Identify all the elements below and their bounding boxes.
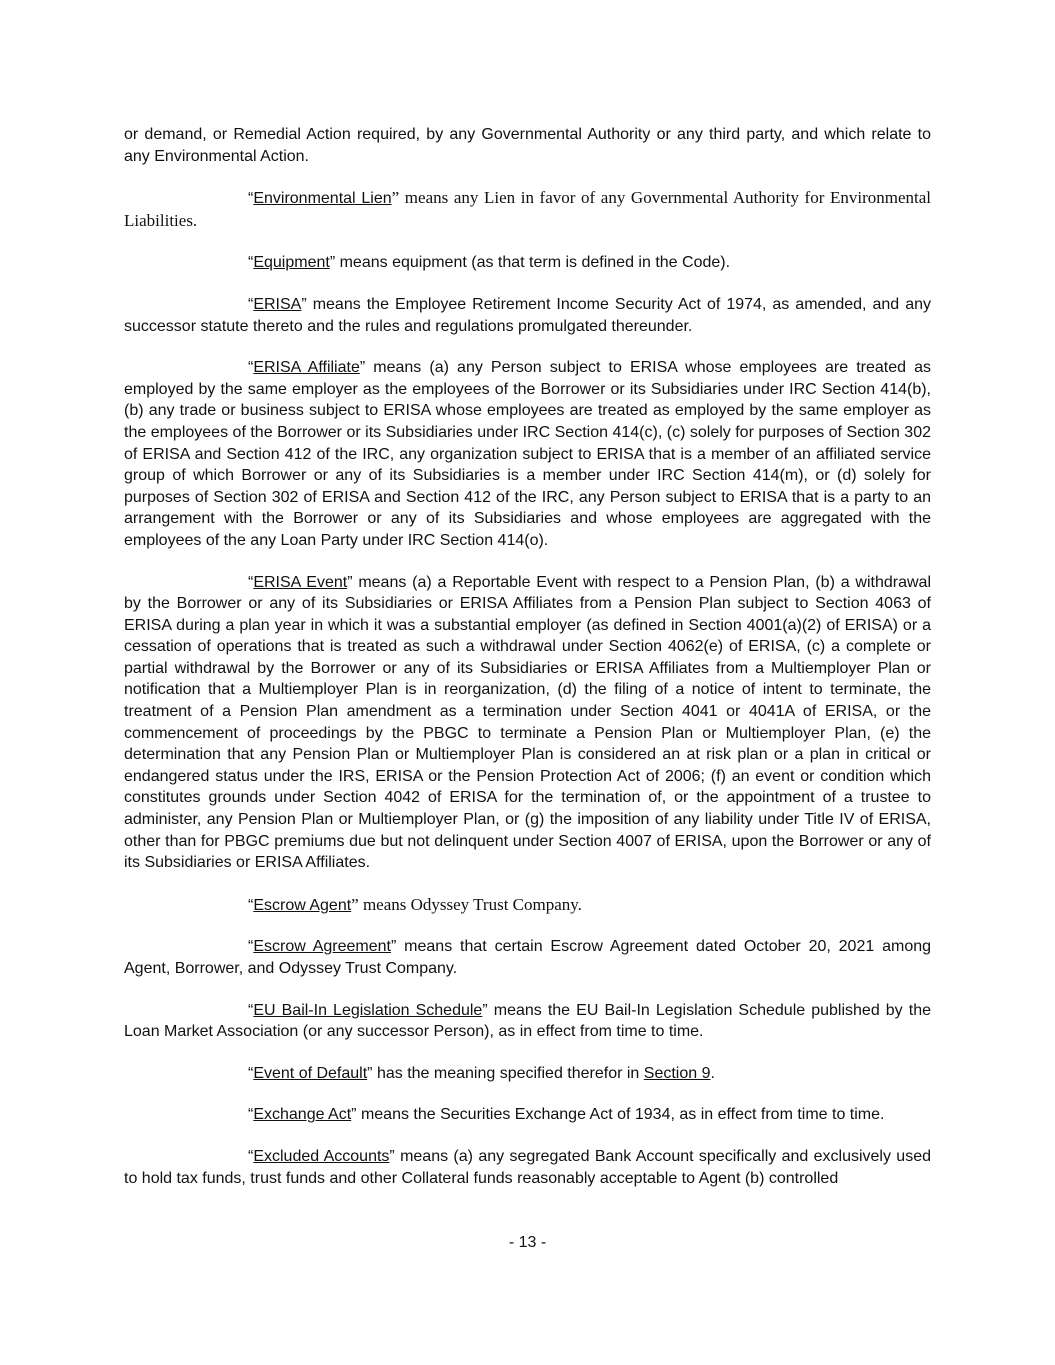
close-quote: ” [482,1001,488,1019]
definition-eu-bail-in [124,1000,931,1043]
defined-term: Escrow Agreement [253,938,392,956]
defined-term: ERISA Affiliate [253,359,360,377]
defined-term: EU Bail-In Legislation Schedule [253,1001,483,1019]
definition-excluded-accounts [124,1146,931,1189]
defined-term: ERISA Event [253,573,348,591]
definition-body: means any Lien in favor of any Governmental Authority for Environmental Liabilities. [124,188,931,230]
close-quote: ” [301,295,307,313]
defined-term: Excluded Accounts [253,1147,390,1165]
definition-environmental-lien [124,187,931,232]
defined-term: ERISA [253,295,302,313]
defined-term: Exchange Act [253,1106,352,1124]
defined-term: Escrow Agent [253,896,352,914]
definition-erisa-affiliate [124,357,931,551]
definition-event-of-default [124,1063,931,1085]
definition-body: means the EU Bail-In Legislation Schedule published by the Loan Market Association (or any successor Person), as in effect from time to time. [124,1001,931,1041]
definition-body: means (a) a Reportable Event with respect to a Pension Plan, (b) a withdrawal by the Borrower or any of its Subsidiaries or ERISA Affiliates from a Pension Plan subject to Section 4063 of ERISA during a plan year in which it was a substantial employer (as defined in Section 4001(a)(2) of ERISA) or a cessation of operations that is treated as such a withdrawal under Section 4062(e) of ERISA, (c) a complete or partial withdrawal by the Borrower or any of its Subsidiaries or ERISA Affiliates from a Multiemployer Plan or notification that a Multiemployer Plan is in reorganization, (d) the filing of a notice of intent to terminate, the treatment of a Pension Plan amendment as a termination under Section 4041 or 4041A of ERISA, or the commencement of proceedings by the PBGC to terminate a Pension Plan or Multiemployer Plan, (e) the determination that any Pension Plan or Multiemployer Plan is considered an at risk plan or a plan in critical or endangered status under the IRS, ERISA or the Pension Protection Act of 2006; (f) an event or condition which constitutes grounds under Section 4042 of ERISA for the termination of, or the appointment of a trustee to administer, any Pension Plan or Multiemployer Plan, or (g) the imposition of any liability under Title IV of ERISA, other than for PBGC premiums due but not delinquent under Section 4007 of ERISA, upon the Borrower or any of its Subsidiaries or ERISA Affiliates. [124,573,931,872]
definition-body: means the Employee Retirement Income Security Act of 1974, as amended, and any successor statute thereto and the rules and regulations promulgated thereunder. [124,295,931,335]
defined-term: Equipment [253,254,330,272]
definition-body: means (a) any Person subject to ERISA whose employees are treated as employed by the same employer as the employees of the Borrower or its Subsidiaries under IRC Section 414(b), (b) any trade or business subject to ERISA whose employees are treated as employed by the same employer as the employees of the Borrower or its Subsidiaries under IRC Section 414(c), (c) solely for purposes of Section 302 of ERISA and Section 412 of the IRC, any organization subject to ERISA that is a member of an affiliated service group of which Borrower or any of its Subsidiaries is a member under IRC Section 414(m), or (d) solely for purposes of Section 302 of ERISA and Section 412 of the IRC, any Person subject to ERISA that is a party to an arrangement with the Borrower or any of its Subsidiaries and whose employees are aggregated with the employees of the any Loan Party under IRC Section 414(o). [124,359,932,549]
definition-body: means (a) any segregated Bank Account specifically and exclusively used to hold tax funds, trust funds and other Collateral funds reasonably acceptable to Agent (b) controlled [124,1147,931,1187]
definition-exchange-act [124,1104,931,1126]
open-quote: “ [248,359,254,377]
document-page [124,124,931,1209]
open-quote: “ [248,1001,254,1019]
open-quote: “ [248,1147,254,1165]
definition-body: means the Securities Exchange Act of 1934, as in effect from time to time. [356,1106,885,1124]
page-number: - 13 - [508,1234,547,1251]
defined-term: Environmental Lien [253,190,392,208]
close-quote: ” [367,1064,373,1082]
definition-body: means that certain Escrow Agreement dated October 20, 2021 among Agent, Borrower, and Odyssey Trust Company. [124,938,932,977]
definition-body: means equipment (as that term is defined in the Code). [335,254,731,272]
close-quote: ” [329,254,336,272]
paragraph-continuation [124,124,931,167]
close-quote: ” [359,359,366,377]
definition-erisa-event [124,572,931,874]
definition-tail: . [710,1064,715,1082]
close-quote: ” [347,573,353,591]
definition-erisa [124,294,931,337]
close-quote: ” [391,188,400,208]
close-quote: ” [351,1106,357,1124]
open-quote: “ [248,190,254,208]
open-quote: “ [248,896,254,914]
section-reference-link[interactable]: Section 9 [643,1064,711,1082]
definition-body: means Odyssey Trust Company. [358,894,582,914]
close-quote: ” [389,1147,395,1165]
open-quote: “ [248,254,254,272]
open-quote: “ [248,295,254,313]
defined-term: Event of Default [253,1064,368,1082]
definition-equipment [124,252,931,274]
close-quote: ” [391,938,397,956]
definition-escrow-agreement [124,936,931,979]
open-quote: “ [248,573,254,591]
open-quote: “ [248,938,254,956]
open-quote: “ [248,1064,254,1082]
definition-body: has the meaning specified therefor in [372,1064,644,1082]
definition-escrow-agent [124,894,931,917]
close-quote: ” [351,894,359,914]
open-quote: “ [248,1106,254,1124]
paragraph-body: or demand, or Remedial Action required, by any Governmental Authority or any third party, and which relate to any Environmental Action. [124,126,931,165]
